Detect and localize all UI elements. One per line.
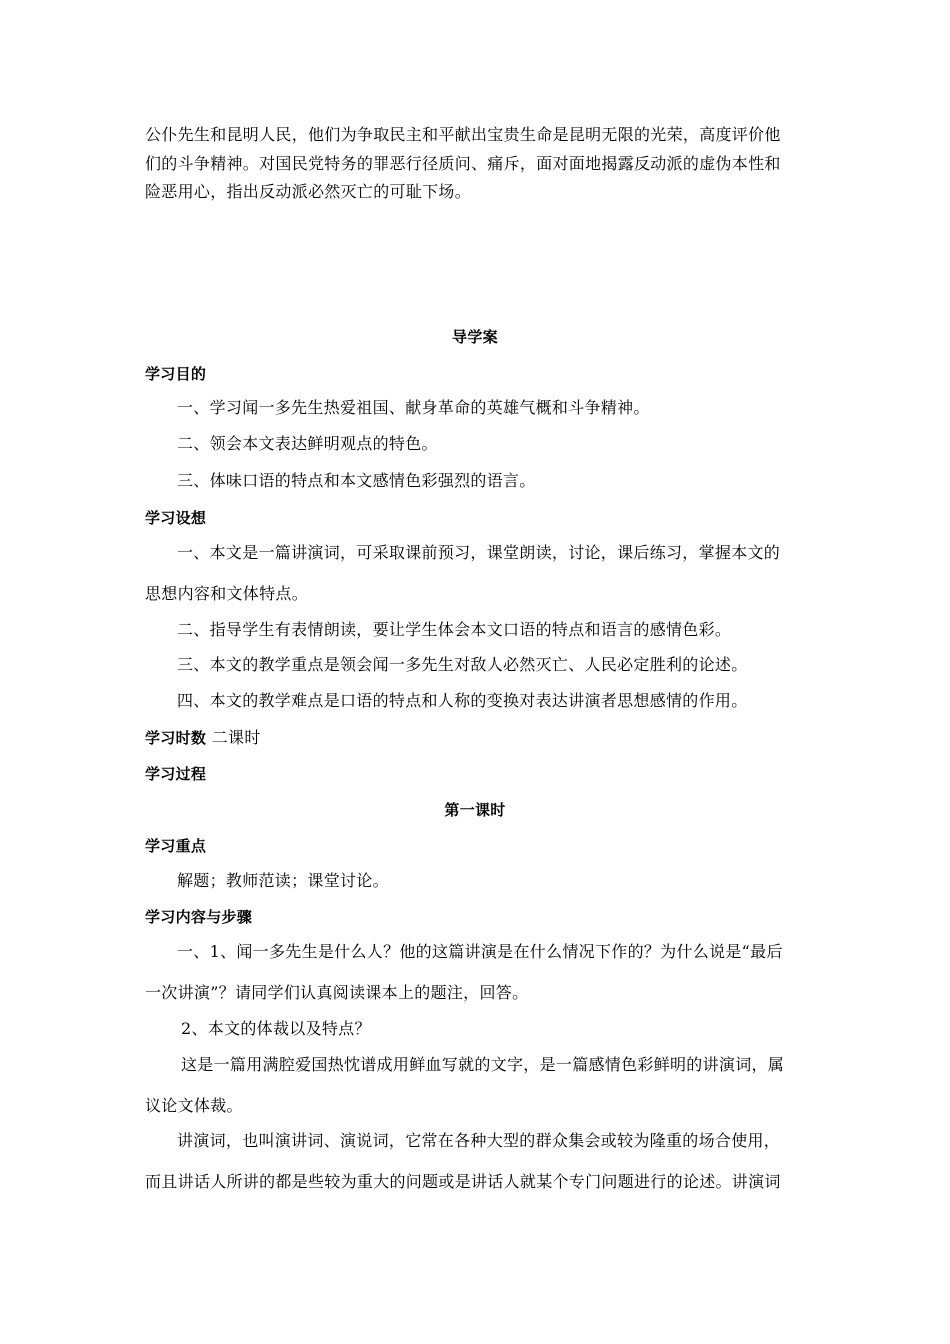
design-item-2: 二、指导学生有表情朗读，要让学生体会本文口语的特点和语言的感情色彩。: [177, 620, 732, 639]
hours-heading: 学习时数: [145, 729, 207, 747]
goal-item-2: 二、领会本文表达鲜明观点的特色。: [177, 434, 438, 453]
definition-line-1: 讲演词，也叫演讲词、演说词，它常在各种大型的群众集会或较为隆重的场合使用，: [177, 1131, 781, 1150]
question-1-line-2: 一次讲演”？请同学们认真阅读课本上的题注，回答。: [145, 983, 529, 1002]
hours-row: [145, 727, 261, 749]
guide-title: 导学案: [452, 328, 498, 346]
design-heading: 学习设想: [145, 509, 207, 527]
goals-heading: 学习目的: [145, 365, 207, 383]
intro-line-2: 们的斗争精神。对国民党特务的罪恶行径质问、痛斥，面对面地揭露反动派的虚伪本性和: [145, 154, 781, 173]
question-1-line-1: 一、1、闻一多先生是什么人？他的这篇讲演是在什么情况下作的？为什么说是“最后: [177, 942, 783, 961]
intro-line-3: 险恶用心，指出反动派必然灭亡的可耻下场。: [145, 182, 472, 201]
definition-line-2: 而且讲话人所讲的都是些较为重大的问题或是讲话人就某个专门问题进行的论述。讲演词: [145, 1172, 781, 1191]
goal-item-1: 一、学习闻一多先生热爱祖国、献身革命的英雄气概和斗争精神。: [177, 398, 650, 417]
steps-heading: 学习内容与步骤: [145, 908, 253, 926]
process-heading: 学习过程: [145, 765, 207, 783]
focus-text: 解题；教师范读；课堂讨论。: [177, 871, 389, 890]
design-item-1-line-1: 一、本文是一篇讲演词，可采取课前预习，课堂朗读，讨论，课后练习，掌握本文的: [177, 543, 781, 562]
answer-line-2: 议论文体裁。: [145, 1096, 243, 1115]
goal-item-3: 三、体味口语的特点和本文感情色彩强烈的语言。: [177, 471, 536, 490]
design-item-4: 四、本文的教学难点是口语的特点和人称的变换对表达讲演者思想感情的作用。: [177, 691, 748, 710]
question-2: 2、本文的体裁以及特点？: [181, 1019, 371, 1038]
answer-line-1: 这是一篇用满腔爱国热忱谱成用鲜血写就的文字，是一篇感情色彩鲜明的讲演词，属: [181, 1055, 785, 1074]
intro-line-1: 公仆先生和昆明人民，他们为争取民主和平献出宝贵生命是昆明无限的光荣，高度评价他: [145, 125, 781, 144]
focus-heading: 学习重点: [145, 837, 207, 855]
hours-value: 二课时: [211, 728, 261, 747]
design-item-1-line-2: 思想内容和文体特点。: [145, 584, 309, 603]
lesson-title: 第一课时: [444, 801, 506, 819]
design-item-3: 三、本文的教学重点是领会闻一多先生对敌人必然灭亡、人民必定胜利的论述。: [177, 655, 748, 674]
